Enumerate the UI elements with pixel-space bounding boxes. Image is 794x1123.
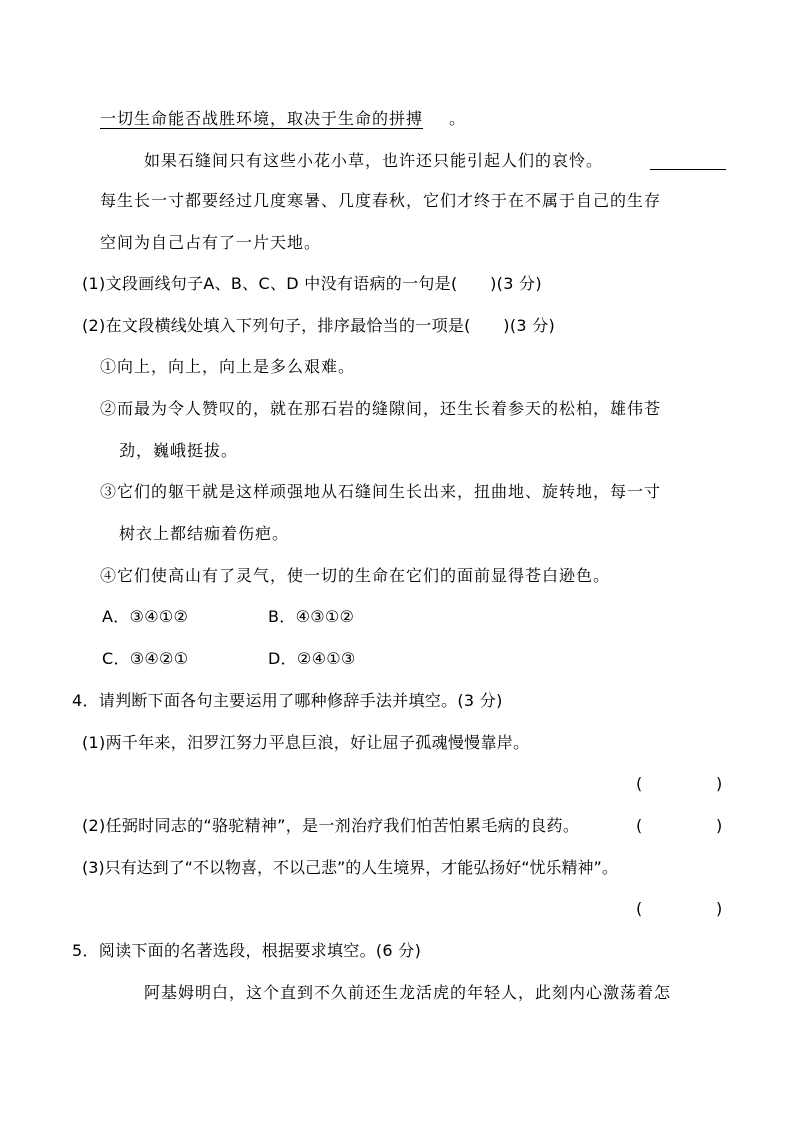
q4-answer1-close: ) [716,774,723,793]
sentence-2b: 劲，巍峨挺拔。 [119,441,239,460]
option-c: C．③④②① [102,649,189,668]
passage-line3: 每生长一寸都要经过几度寒暑、几度春秋，它们才终于在不属于自己的生存 [100,191,662,210]
sentence-4: ④它们使高山有了灵气，使一切的生命在它们的面前显得苍白逊色。 [100,566,611,585]
option-a: A．③④①② [102,607,189,626]
sentence-3b: 树衣上都结痂着伤疤。 [119,524,290,543]
option-b: B．④③①② [268,607,355,626]
q4-answer3-close: ) [716,899,723,918]
q4-sub2: (2)任弼时同志的“骆驼精神”，是一剂治疗我们怕苦怕累毛病的良药。 [82,816,580,835]
q4-answer2-open: ( [636,816,643,835]
q4-answer2-close: ) [716,816,723,835]
passage-line1-end: 。 [449,109,467,128]
q5-title: 5．阅读下面的名著选段，根据要求填空。(6 分) [72,941,422,960]
q4-answer3-open: ( [636,899,643,918]
sentence-2a: ②而最为令人赞叹的，就在那石岩的缝隙间，还生长着参天的松柏，雄伟苍 [100,399,662,418]
q5-passage-line1: 阿基姆明白，这个直到不久前还生龙活虎的年轻人，此刻内心激荡着怎 [144,983,672,1002]
sentence-1: ①向上，向上，向上是多么艰难。 [100,357,356,376]
q3-sub2: (2)在文段横线处填入下列句子，排序最恰当的一项是( )(3 分) [82,316,556,335]
underlined-text: 一切生命能否战胜环境，取决于生命的拼搏 [100,109,424,128]
q4-sub1: (1)两千年来，汨罗江努力平息巨浪，好让屈子孤魂慢慢靠岸。 [82,733,530,752]
q4-sub3: (3)只有达到了“不以物喜，不以己悲”的人生境界，才能弘扬好“忧乐精神”。 [82,858,618,877]
q4-title: 4．请判断下面各句主要运用了哪种修辞手法并填空。(3 分) [72,691,503,710]
option-d: D．②④①③ [268,649,356,668]
q4-answer1-open: ( [636,774,643,793]
q3-sub1: (1)文段画线句子A、B、C、D 中没有语病的一句是( )(3 分) [82,274,542,293]
sentence-3a: ③它们的躯干就是这样顽强地从石缝间生长出来，扭曲地、旋转地，每一寸 [100,482,662,501]
passage-line4: 空间为自己占有了一片天地。 [100,233,322,252]
passage-line2: 如果石缝间只有这些小花小草，也许还只能引起人们的哀怜。 [144,151,604,170]
passage-underlined-sentence [100,108,423,130]
answer-blank-line [650,169,726,170]
